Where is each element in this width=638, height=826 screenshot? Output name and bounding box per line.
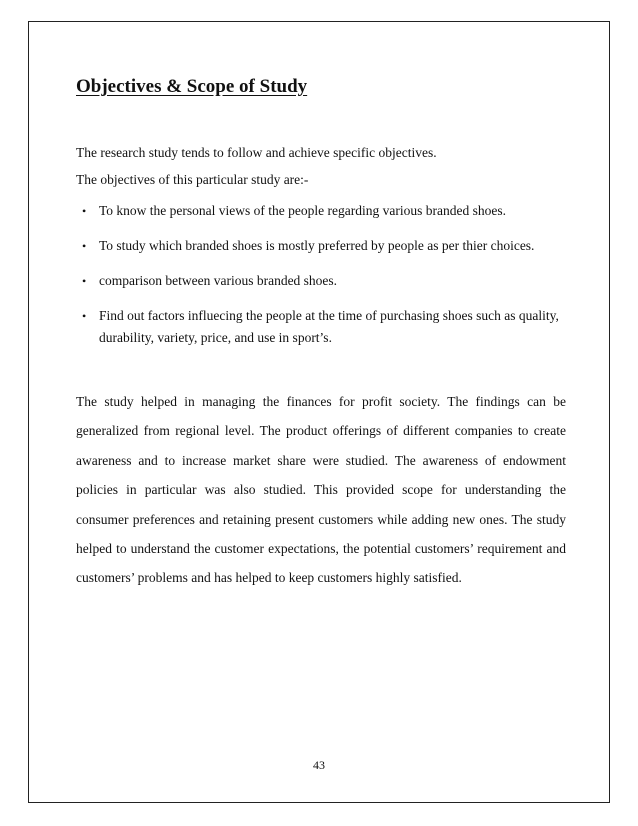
objective-text: To know the personal views of the people regarding various branded shoes.: [99, 203, 506, 218]
objective-text: Find out factors influecing the people at the time of purchasing shoes such as quality, durability, variety, price, and use in sport’s.: [99, 308, 559, 345]
intro-line-2: The objectives of this particular study are:-: [76, 172, 309, 187]
intro-line-1: The research study tends to follow and achieve specific objectives.: [76, 145, 437, 160]
bullet-icon: •: [82, 274, 87, 288]
objectives-list: [76, 200, 566, 362]
list-item: [76, 270, 566, 292]
page-heading: Objectives & Scope of Study: [76, 76, 308, 97]
objective-text: comparison between various branded shoes.: [99, 273, 338, 288]
list-item: [76, 235, 566, 257]
list-item: [76, 200, 566, 222]
bullet-icon: •: [82, 204, 87, 218]
bullet-icon: •: [82, 309, 87, 323]
scope-paragraph: The study helped in managing the finances for profit society. The findings can be generalized from regional level. The product offerings of different companies to create awareness and to increase market share were studied. The awareness of endowment policies in particular was also studied. This provided scope for understanding the consumer preferences and retaining present customers while adding new ones. The study helped to understand the customer expectations, the potential customers’ requirement and customers’ problems and has helped to keep customers highly satisfied.: [76, 394, 566, 586]
bullet-icon: •: [82, 239, 87, 253]
page-number: 43: [313, 758, 325, 772]
list-item: [76, 305, 566, 349]
objective-text: To study which branded shoes is mostly preferred by people as per thier choices.: [99, 238, 535, 253]
